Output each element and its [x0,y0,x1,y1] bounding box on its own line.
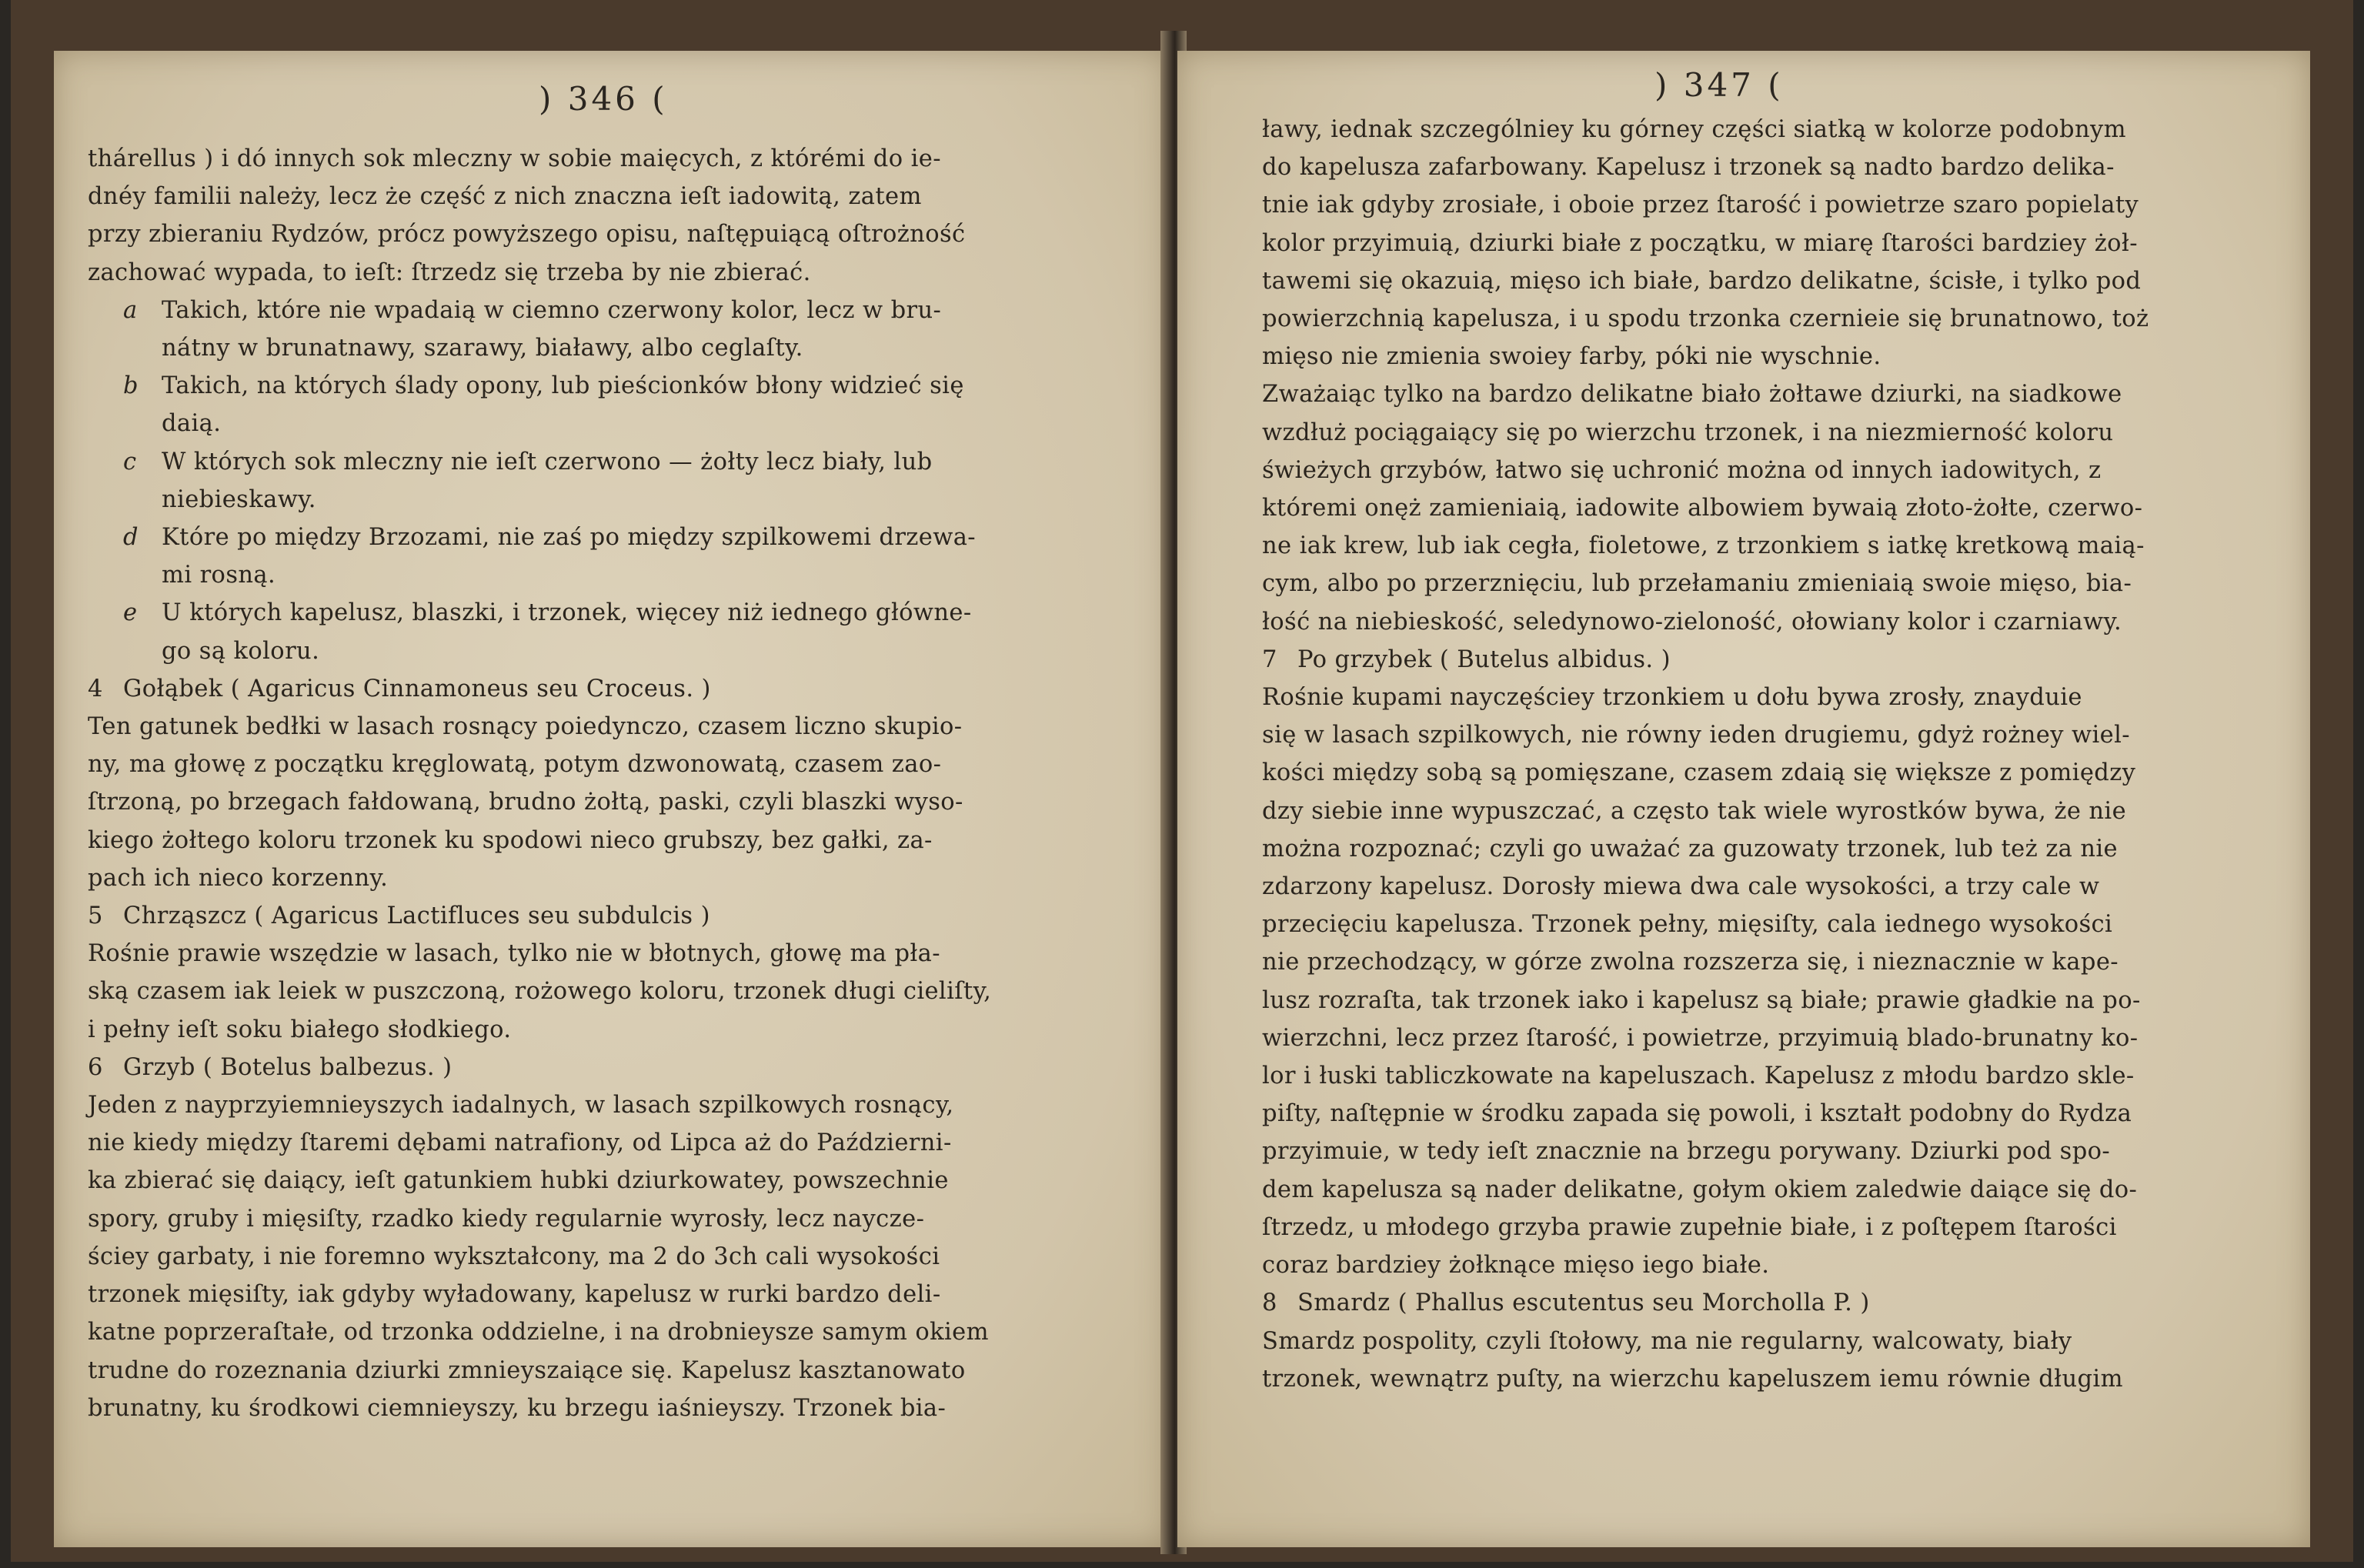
line-text: Takich, na których ślady opony, lub pieścionków błony widzieć się [162,372,964,400]
line-text: U których kapelusz, blaszki, i trzonek, więcey niż iednego główne- [162,599,972,627]
text-line: trudne do rozeznania dziurki zmnieyszaiące się. Kapelusz kasztanowato [88,1356,966,1384]
text-line: kolor przyimuią, dziurki białe z początku, w miarę ſtarości bardziey żoł- [1262,229,2138,257]
text-line: do kapelusza zafarbowany. Kapelusz i trzonek są nadto bardzo delika- [1262,154,2115,182]
text-line [1262,641,2293,679]
text-line: dem kapelusza są nader delikatne, gołym okiem zaledwie daiące się do- [1262,1176,2138,1203]
line-text: niebieskawy. [162,485,316,513]
text-line: ny, ma głowę z początku kręglowatą, potym dzwonowatą, czasem zao- [88,751,942,779]
text-line: nie kiedy między ſtaremi dębami natrafiony, od Lipca aż do Październi- [88,1129,952,1157]
left-page-text [88,140,1150,1427]
text-line: się w lasach szpilkowych, nie równy ieden drugiemu, gdyż rożney wiel- [1262,722,2130,749]
text-line [88,556,1150,594]
line-text: nátny w brunatnawy, szarawy, białawy, albo ceglaſty. [162,335,803,362]
right-page [1177,51,2310,1547]
line-text: daią. [162,410,222,438]
text-line: świeżych grzybów, łatwo się uchronić można od innych iadowitych, z [1262,456,2102,484]
text-line: nie przechodzący, w górze zwolna rozszerza się, i nieznacznie w kape- [1262,949,2119,976]
text-line: któremi onęż zamieniaią, iadowite albowiem bywaią złoto-żołte, czerwo- [1262,495,2143,522]
line-text: Które po między Brzozami, nie zaś po między szpilkowemi drzewa- [162,524,977,552]
text-line: wierzchni, lecz przez ſtarość, i powietrze, przyimuią blado-brunatny ko- [1262,1024,2139,1052]
text-line: łość na niebieskość, seledynowo-zieloność, ołowiany kolor i czarniawy. [1262,608,2122,636]
text-line: ſtrzedz, u młodego grzyba prawie zupełnie białe, i z poſtępem ſtarości [1262,1213,2117,1241]
line-text: Takich, które nie wpadaią w ciemno czerwony kolor, lecz w bru- [162,296,942,324]
text-line: ne iak krew, lub iak cegła, fioletowe, z trzonkiem s iatkę kretkową maią- [1262,532,2145,560]
text-line: przy zbieraniu Rydzów, prócz powyższego opisu, naſtępuiącą oſtrożność [88,221,966,249]
text-line [88,519,1150,556]
right-page-text [1262,111,2293,1398]
text-line: brunatny, ku środkowi ciemnieyszy, ku brzegu iaśnieyszy. Trzonek bia- [88,1394,947,1422]
text-line [88,897,1150,935]
text-line: coraz bardziey żołknące mięso iego białe. [1262,1252,1770,1279]
text-line: Smardz pospolity, czyli ſtołowy, ma nie regularny, walcowaty, biały [1262,1327,2072,1355]
text-line [88,292,1150,329]
text-line: dzy siebie inne wypuszczać, a często tak wiele wyrostków bywa, że nie [1262,797,2127,825]
list-marker: c [123,448,137,475]
left-page [54,51,1168,1547]
text-line: ka zbierać się daiący, ieſt gatunkiem hubki dziurkowatey, powszechnie [88,1167,949,1195]
text-line [88,1049,1150,1086]
section-number: 6 [88,1053,103,1081]
text-line [88,443,1150,481]
right-page-number: ) 347 ( [1654,66,1784,104]
text-line: trzonek mięsiſty, iak gdyby wyładowany, kapelusz w rurki bardzo deli- [88,1281,941,1309]
text-line: piſty, naſtępnie w środku zapada się powoli, i kształt podobny do Rydza [1262,1100,2132,1128]
text-line [88,632,1150,670]
list-marker: e [123,599,138,627]
left-page-number: ) 346 ( [539,80,668,118]
text-line [1262,1284,2293,1322]
text-line: trzonek, wewnątrz puſty, na wierzchu kapeluszem iemu równie długim [1262,1365,2123,1393]
text-line: kości między sobą są pomięszane, czasem zdaią się większe z pomiędzy [1262,759,2136,787]
text-line: kiego żołtego koloru trzonek ku spodowi nieco grubszy, bez gałki, za- [88,826,933,854]
text-line: Ten gatunek bedłki w lasach rosnący poiedynczo, czasem liczno skupio- [88,713,963,741]
text-line: i pełny ieſt soku białego słodkiego. [88,1016,512,1043]
text-line: ſtrzoną, po brzegach fałdowaną, brudno żołtą, paski, czyli blaszki wyso- [88,789,963,816]
list-marker: d [123,524,139,552]
text-line [88,594,1150,632]
text-line [88,329,1150,367]
line-text: W których sok mleczny nie ieſt czerwono — żołty lecz biały, lub [162,448,933,475]
section-number: 4 [88,675,103,702]
text-line: tnie iak gdyby zrosiałe, i oboie przez ſtarość i powietrze szaro popielaty [1262,192,2139,219]
text-line: zachować wypada, to ieſt: ſtrzedz się trzeba by nie zbierać. [88,259,811,286]
text-line [88,405,1150,442]
text-line [88,670,1150,708]
line-text: Gołąbek ( Agaricus Cinnamoneus seu Croceus. ) [123,675,711,702]
text-line: ską czasem iak leiek w puszczoną, rożowego koloru, trzonek długi cieliſty, [88,978,992,1006]
text-line: Zważaiąc tylko na bardzo delikatne biało żołtawe dziurki, na siadkowe [1262,381,2122,409]
line-text: Chrząszcz ( Agaricus Lactifluces seu subdulcis ) [123,902,710,930]
line-text: Smardz ( Phallus escutentus seu Morcholla P. ) [1297,1289,1870,1317]
text-line: przyimuie, w tedy ieſt znacznie na brzegu porywany. Dziurki pod spo- [1262,1138,2111,1166]
line-text: Grzyb ( Botelus balbezus. ) [123,1053,452,1081]
line-text: Po grzybek ( Butelus albidus. ) [1297,646,1671,673]
text-line [88,481,1150,519]
text-line: thárellus ) i dó innych sok mleczny w sobie maięcych, z którémi do ie- [88,145,941,172]
text-line: zdarzony kapelusz. Dorosły miewa dwa cale wysokości, a trzy cale w [1262,873,2100,901]
text-line: tawemi się okazuią, mięso ich białe, bardzo delikatne, ścisłe, i tylko pod [1262,267,2142,295]
section-number: 8 [1262,1289,1277,1317]
text-line: Rośnie prawie wszędzie w lasach, tylko nie w błotnych, głowę ma pła- [88,940,940,968]
text-line: cym, albo po przerznięciu, lub przełamaniu zmieniaią swoie mięso, bia- [1262,570,2132,598]
text-line: ściey garbaty, i nie foremno wykształcony, ma 2 do 3ch cali wysokości [88,1243,940,1270]
text-line: lor i łuski tabliczkowate na kapeluszach. Kapelusz z młodu bardzo skle- [1262,1063,2135,1090]
section-number: 7 [1262,646,1277,673]
line-text: mi rosną. [162,562,276,589]
text-line: mięso nie zmienia swoiey farby, póki nie wyschnie. [1262,343,1882,371]
text-line: spory, gruby i mięsiſty, rzadko kiedy regularnie wyrosły, lecz naycze- [88,1205,925,1233]
list-marker: b [123,372,139,400]
text-line: wzdłuż pociągaiący się po wierzchu trzonek, i na niezmierność koloru [1262,419,2114,446]
list-marker: a [123,296,138,324]
text-line: można rozpoznać; czyli go uważać za guzowaty trzonek, lub też za nie [1262,835,2118,862]
text-line: dnéy familii należy, lecz że część z nich znaczna ieſt iadowitą, zatem [88,183,922,211]
line-text: go są koloru. [162,637,320,665]
text-line: lusz rozraſta, tak trzonek iako i kapelusz są białe; prawie gładkie na po- [1262,986,2141,1014]
text-line: pach ich nieco korzenny. [88,864,389,892]
text-line [88,367,1150,405]
text-line: katne poprzeraſtałe, od trzonka oddzielne, i na drobnieysze samym okiem [88,1319,989,1346]
text-line: Jeden z nayprzyiemnieyszych iadalnych, w lasach szpilkowych rosnący, [88,1092,954,1119]
text-line: Rośnie kupami nayczęściey trzonkiem u dołu bywa zrosły, znayduie [1262,684,2082,712]
section-number: 5 [88,902,103,930]
text-line: przecięciu kapelusza. Trzonek pełny, mięsiſty, cala iednego wysokości [1262,911,2113,939]
text-line: ławy, iednak szczególniey ku górney części siatką w kolorze podobnym [1262,116,2126,143]
text-line: powierzchnią kapelusza, i u spodu trzonka czernieie się brunatnowo, toż [1262,305,2149,333]
